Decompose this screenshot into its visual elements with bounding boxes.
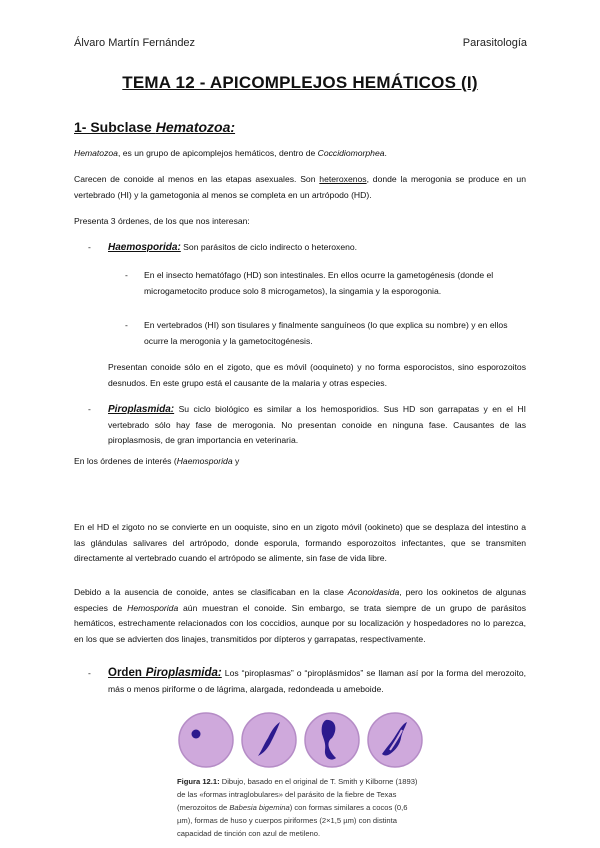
paragraph-3: Presenta 3 órdenes, de los que nos interesan: <box>74 216 250 226</box>
bullet-orden-piroplasmida: - Orden Piroplasmida: Los “piroplasmas” o “piroplásmidos” se llaman así por la forma del merozoito, más o menos piriforme o de lágrima, alargada, redondeada u ameboide. <box>88 667 526 694</box>
haemosporida-note: Presentan conoide sólo en el zigoto, que es móvil (ooquineto) y no forma esporocistos, sino esporozoitos desnudos. En este grupo está el causante de la malaria y otras especies. <box>108 362 526 388</box>
header-author: Álvaro Martín Fernández <box>74 37 196 49</box>
paragraph-6: Debido a la ausencia de conoide, antes se clasificaban en la clase Aconoidasida, pero los ookinetos de algunas especies de Hemosporida aún muestran el conoide. Sin embargo, se trata siempre de un grupo de parásitos hemáticos, estrechamente relacionados con los coccidios, aunque por su localización y hospedadores no lo parezca, en los que se advierten dos linajes, transmitidos por dípteros y garrapatas, respectivamente. <box>74 587 526 644</box>
sub-bullet-1: - En el insecto hematófago (HD) son intestinales. En ellos ocurre la gametogénesis (donde el microgametocito produce solo 8 microgametos), la singamia y la esporogonia. <box>125 270 494 296</box>
header-subject: Parasitología <box>462 37 527 49</box>
erythrocyte-3 <box>305 713 359 767</box>
paragraph-1: Hematozoa, es un grupo de apicomplejos hemáticos, dentro de Coccidiomorphea. <box>74 148 387 158</box>
sub-bullet-2: - En vertebrados (HI) son tisulares y finalmente sanguíneos (lo que explica su nombre) y en ellos ocurre la merogonia y la gametocitogénesis. <box>125 320 508 346</box>
bullet-haemosporida: - Haemosporida: Son parásitos de ciclo indirecto o heteroxeno. <box>88 242 358 253</box>
paragraph-5: En el HD el zigoto no se convierte en un ooquiste, sino en un zigoto móvil (ookineto) que se desplaza del intestino a las glándulas salivares del artrópodo, donde esporula, formando esporozoitos infectantes, que se transmiten directamente al vertebrado cuando el artrópodo se alimente, sin fase de vida libre. <box>74 522 526 564</box>
figure-erythrocytes <box>176 710 426 770</box>
erythrocyte-2 <box>242 713 296 767</box>
erythrocyte-1 <box>179 713 233 767</box>
bullet-piroplasmida: - Piroplasmida: Su ciclo biológico es similar a los hemosporidios. Sus HD son garrapatas y en el HI vertebrado sólo hay fase de merogonia. No presentan conoide en ninguna fase. Causantes de las piroplasmosis, de gran importancia en veterinaria. <box>88 404 526 446</box>
paragraph-4: En los órdenes de interés (Haemosporida y <box>74 456 240 466</box>
erythrocyte-4 <box>368 713 422 767</box>
page-title: TEMA 12 - APICOMPLEJOS HEMÁTICOS (I) <box>122 73 478 92</box>
section-heading: 1- Subclase Hematozoa: <box>74 119 236 135</box>
figure-caption: Figura 12.1: Dibujo, basado en el original de T. Smith y Kilborne (1893) de las «formas intraglobulares» del parásito de la fiebre de Texas (merozoitos de Babesia bigemina) con formas similares a cocos (0,6 µm), formas de huso y cuerpos piriformes (2×1,5 µm) con distinta capacidad de tinción con azul de metileno. <box>177 777 418 838</box>
paragraph-2: Carecen de conoide al menos en las etapas asexuales. Son heteroxenos, donde la merogonia se produce en un vertebrado (HI) y la gametogonia al menos se completa en un artrópodo (HD). <box>74 174 526 200</box>
